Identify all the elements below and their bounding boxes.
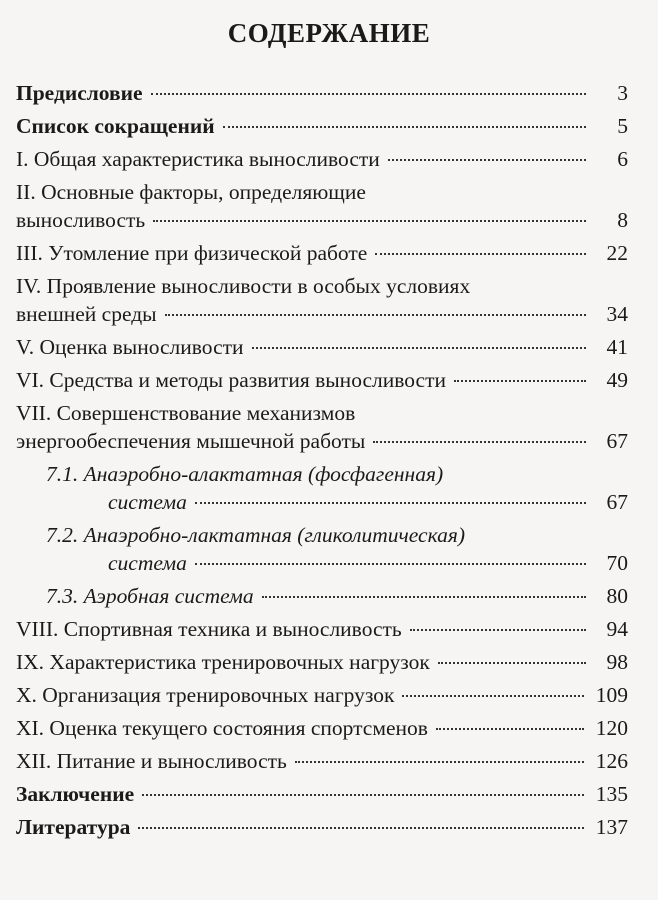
toc-entry-title-line: X. Организация тренировочных нагрузок bbox=[16, 683, 395, 707]
toc-entry bbox=[16, 780, 628, 808]
toc-entry-row bbox=[16, 145, 628, 173]
toc-page-number: 6 bbox=[617, 147, 628, 171]
toc-entry-title-line: 7.3. Аэробная система bbox=[46, 584, 254, 608]
toc-entry bbox=[16, 582, 628, 610]
toc-entry-title-line: энергообеспечения мышечной работы bbox=[16, 429, 366, 453]
toc-entry-title-line: VII. Совершенствование механизмов bbox=[16, 401, 356, 425]
toc-entry-title-line: XII. Питание и выносливость bbox=[16, 749, 287, 773]
toc-page-number: 34 bbox=[606, 302, 628, 326]
dot-leader bbox=[436, 728, 584, 730]
toc-entry-title-line: III. Утомление при физической работе bbox=[16, 241, 368, 265]
toc-entry bbox=[16, 747, 628, 775]
dot-leader bbox=[195, 563, 586, 565]
toc-page-number: 70 bbox=[606, 551, 628, 575]
toc-page-number: 49 bbox=[606, 368, 628, 392]
toc-entry bbox=[16, 813, 628, 841]
toc-entry bbox=[16, 714, 628, 742]
toc-entry-title-line: выносливость bbox=[16, 208, 146, 232]
toc-entry-title-line: XI. Оценка текущего состояния спортсменов bbox=[16, 716, 428, 740]
dot-leader bbox=[373, 441, 586, 443]
toc-entry bbox=[16, 399, 628, 455]
toc-page-number: 22 bbox=[606, 241, 628, 265]
toc-entry-title-line: I. Общая характеристика выносливости bbox=[16, 147, 380, 171]
dot-leader bbox=[165, 314, 586, 316]
page-title: СОДЕРЖАНИЕ bbox=[227, 18, 431, 48]
toc-entry-title-line: система bbox=[108, 551, 187, 575]
toc-page-number: 109 bbox=[595, 683, 628, 707]
toc-entry-row bbox=[16, 427, 628, 455]
toc-page-number: 98 bbox=[606, 650, 628, 674]
toc-entry-row bbox=[16, 714, 628, 742]
toc-entry-row bbox=[16, 681, 628, 709]
dot-leader bbox=[262, 596, 586, 598]
toc-page-number: 8 bbox=[617, 208, 628, 232]
toc-page-number: 80 bbox=[606, 584, 628, 608]
toc-entry-row bbox=[46, 488, 628, 516]
toc-entry-row bbox=[16, 333, 628, 361]
toc-page-number: 41 bbox=[606, 335, 628, 359]
dot-leader bbox=[252, 347, 586, 349]
toc-page-number: 67 bbox=[606, 490, 628, 514]
toc-entry-title-line: VI. Средства и методы развития выносливости bbox=[16, 368, 446, 392]
toc-entry-title-line: система bbox=[108, 490, 187, 514]
toc-entry-row bbox=[46, 549, 628, 577]
toc-entry-title-line: 7.2. Анаэробно-лактатная (гликолитическая) bbox=[46, 523, 465, 547]
toc-entry-row bbox=[16, 813, 628, 841]
toc-entry-title-line: Предисловие bbox=[16, 81, 143, 105]
toc-entry bbox=[16, 615, 628, 643]
toc-entry bbox=[16, 333, 628, 361]
dot-leader bbox=[375, 253, 586, 255]
toc-entry-row bbox=[46, 582, 628, 610]
toc-page-number: 120 bbox=[595, 716, 628, 740]
dot-leader bbox=[223, 126, 586, 128]
toc-entry-title-line: Список сокращений bbox=[16, 114, 215, 138]
toc-entry bbox=[16, 239, 628, 267]
dot-leader bbox=[151, 93, 586, 95]
dot-leader bbox=[454, 380, 586, 382]
toc-page-number: 67 bbox=[606, 429, 628, 453]
toc-entry-row bbox=[16, 112, 628, 140]
toc-entry-title-line: VIII. Спортивная техника и выносливость bbox=[16, 617, 402, 641]
toc-page-number: 135 bbox=[595, 782, 628, 806]
dot-leader bbox=[138, 827, 583, 829]
dot-leader bbox=[410, 629, 586, 631]
toc-entry bbox=[16, 178, 628, 234]
table-of-contents bbox=[16, 74, 628, 841]
toc-entry-row bbox=[16, 366, 628, 394]
toc-entry bbox=[16, 79, 628, 107]
toc-page-number: 94 bbox=[606, 617, 628, 641]
toc-entry bbox=[16, 460, 628, 516]
toc-page-number: 3 bbox=[617, 81, 628, 105]
dot-leader bbox=[295, 761, 584, 763]
toc-entry bbox=[16, 366, 628, 394]
toc-entry bbox=[16, 521, 628, 577]
toc-entry bbox=[16, 272, 628, 328]
toc-entry-row bbox=[16, 747, 628, 775]
toc-entry-row bbox=[16, 79, 628, 107]
toc-page-number: 126 bbox=[595, 749, 628, 773]
dot-leader bbox=[195, 502, 586, 504]
toc-entry-title-line: V. Оценка выносливости bbox=[16, 335, 244, 359]
toc-entry-title-line: IX. Характеристика тренировочных нагрузок bbox=[16, 650, 430, 674]
dot-leader bbox=[388, 159, 586, 161]
toc-entry-row bbox=[16, 239, 628, 267]
toc-page-number: 137 bbox=[595, 815, 628, 839]
toc-entry-row bbox=[16, 206, 628, 234]
toc-entry-title-line: внешней среды bbox=[16, 302, 157, 326]
toc-entry bbox=[16, 145, 628, 173]
dot-leader bbox=[438, 662, 586, 664]
toc-entry-title-line: II. Основные факторы, определяющие bbox=[16, 180, 366, 204]
toc-entry bbox=[16, 681, 628, 709]
toc-entry-row bbox=[16, 648, 628, 676]
toc-entry-row bbox=[16, 615, 628, 643]
dot-leader bbox=[142, 794, 584, 796]
toc-entry-title-line: Заключение bbox=[16, 782, 135, 806]
toc-entry-row bbox=[16, 300, 628, 328]
toc-entry-title-line: Литература bbox=[16, 815, 131, 839]
toc-entry-row bbox=[16, 780, 628, 808]
toc-entry-title-line: IV. Проявление выносливости в особых условиях bbox=[16, 274, 471, 298]
dot-leader bbox=[402, 695, 583, 697]
toc-entry-title-line: 7.1. Анаэробно-алактатная (фосфагенная) bbox=[46, 462, 444, 486]
toc-page-number: 5 bbox=[617, 114, 628, 138]
toc-entry bbox=[16, 112, 628, 140]
toc-entry bbox=[16, 648, 628, 676]
dot-leader bbox=[153, 220, 586, 222]
